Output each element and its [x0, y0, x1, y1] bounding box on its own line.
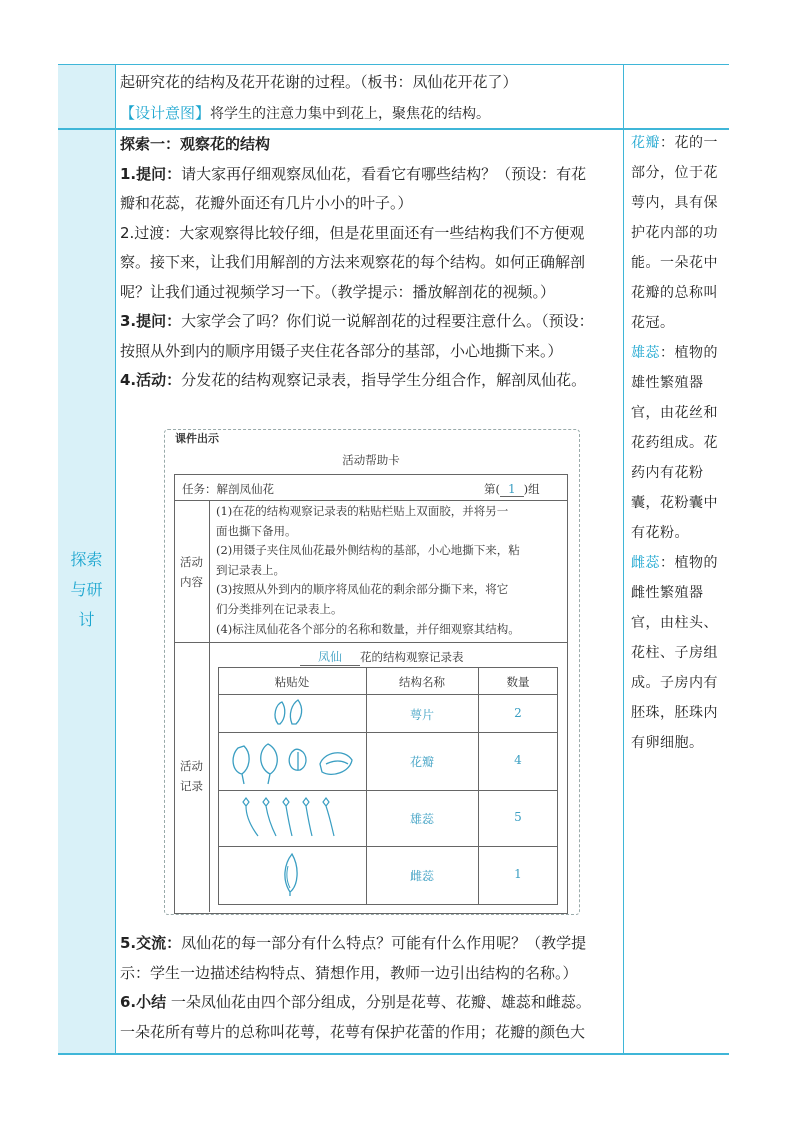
top-row — [120, 68, 620, 129]
table-rule-left — [115, 64, 116, 1054]
text: 一朵凤仙花由四个部分组成，分别是花萼、花瓣、雄蕊和雌蕊。 — [166, 993, 591, 1011]
pistil-sketch-icon — [276, 852, 306, 896]
paragraph-1-cont: 瓣和花蕊，花瓣外面还有几片小小的叶子。） — [120, 194, 413, 212]
record-title-rest: 花的结构观察记录表 — [360, 650, 464, 664]
grid-line — [174, 500, 567, 501]
row-name: 雄蕊 — [409, 812, 434, 826]
row-count: 5 — [514, 810, 522, 824]
card-title: 活动帮助卡 — [342, 453, 400, 467]
note-term: 花瓣 — [631, 135, 660, 151]
row-name: 萼片 — [409, 708, 434, 722]
note-text: ：植物的雌性繁殖器官，由柱头、花柱、子房组成。子房内有胚珠，胚珠内有卵细胞。 — [631, 555, 718, 751]
note-pistil — [631, 548, 723, 758]
card-tag: 课件出示 — [175, 432, 219, 445]
paragraph-5-cont: 示：学生一边描述结构特点、猜想作用，教师一边引出结构的名称。） — [120, 963, 578, 982]
side-notes — [631, 128, 723, 758]
design-intent-text: 将学生的注意力集中到花上，聚焦花的结构。 — [210, 105, 491, 122]
paragraph-2: 2.过渡：大家观察得比较仔细，但是花里面还有一些结构我们不方便观 — [120, 223, 585, 242]
step-line: (3)按照从外到内的顺序将凤仙花的剩余部分撕下来，将它 — [216, 582, 509, 597]
row-name: 雌蕊 — [409, 869, 434, 883]
paragraph-2-cont: 呢？让我们通过视频学习一下。（教学提示：播放解剖花的视频。） — [120, 282, 556, 301]
text: 分发花的结构观察记录表，指导学生分组合作，解剖凤仙花。 — [181, 371, 587, 389]
text: 请大家再仔细观察凤仙花，看看它有哪些结构？（预设：有花 — [181, 164, 587, 183]
task-label: 任务：解剖凤仙花 — [182, 482, 274, 496]
grid-line — [174, 642, 567, 643]
stamen-sketch-icon — [238, 794, 348, 840]
label-line: 活动 — [180, 759, 203, 773]
group-suffix: )组 — [523, 482, 540, 496]
main-text-lower — [120, 929, 622, 1047]
paragraph-3-cont: 按照从外到内的顺序用镊子夹住花各部分的基部，小心地撕下来。） — [120, 341, 563, 360]
section-label-line: 讨 — [78, 610, 95, 629]
note-term: 雄蕊 — [631, 345, 660, 361]
step-line: 面也撕下备用。 — [216, 523, 297, 538]
row-count: 1 — [514, 867, 522, 881]
grid-line — [209, 500, 210, 912]
grid-line — [218, 732, 558, 733]
note-text: ：植物的雄性繁殖器官，由花丝和花药组成。花药内有花粉囊，花粉囊中有花粉。 — [631, 345, 718, 541]
row-count: 4 — [514, 753, 522, 767]
label-line: 内容 — [180, 575, 203, 589]
col-header-paste: 粘贴处 — [274, 675, 310, 689]
design-intent-label: 【设计意图】 — [120, 103, 211, 122]
section-label-line: 探索 — [70, 550, 103, 569]
design-intent — [120, 99, 620, 130]
table-rule-top — [58, 64, 729, 65]
note-text: ：花的一部分，位于花萼内，具有保护花内部的功能。一朵花中花瓣的总称叫花冠。 — [631, 135, 718, 331]
step-line: (2)用镊子夹住凤仙花最外侧结构的基部，小心地撕下来，粘 — [216, 543, 520, 558]
note-petal — [631, 128, 723, 338]
paragraph-5 — [120, 929, 622, 959]
col-header-count: 数量 — [506, 675, 530, 689]
label: 3.提问： — [120, 312, 182, 330]
text: 凤仙花的每一部分有什么特点？可能有什么作用呢？（教学提 — [181, 934, 587, 952]
label: 6.小结 — [120, 993, 167, 1011]
paragraph-3 — [120, 307, 620, 337]
step-line: (1)在花的结构观察记录表的粘贴栏贴上双面胶，并将另一 — [216, 504, 509, 518]
step-line: 到记录表上。 — [216, 562, 285, 577]
top-row-line: 起研究花的结构及花开花谢的过程。（板书：凤仙花开花了） — [120, 73, 518, 91]
section-heading: 探索一：观察花的结构 — [120, 135, 271, 153]
sepal-sketch-icon — [270, 698, 310, 728]
group-indicator — [484, 481, 540, 497]
table-rule-mid — [623, 64, 624, 1054]
record-title-fill: 凤仙 — [300, 648, 360, 666]
grid-line — [218, 846, 558, 847]
section-label — [58, 545, 115, 635]
record-table-title — [300, 648, 464, 666]
paragraph-1 — [120, 160, 620, 190]
text: 大家学会了吗？你们说一说解剖花的过程要注意什么。（预设： — [181, 312, 594, 330]
label-line: 活动 — [180, 555, 203, 569]
label: 1.提问： — [120, 164, 182, 183]
note-stamen — [631, 338, 723, 548]
step-line: (4)标注凤仙花各个部分的名称和数量，并仔细观察其结构。 — [216, 621, 520, 636]
paragraph-4 — [120, 366, 620, 396]
paragraph-6-cont: 一朵花所有萼片的总称叫花萼，花萼有保护花蕾的作用；花瓣的颜色大 — [120, 1022, 586, 1041]
activity-record-label — [180, 756, 203, 796]
label: 5.交流： — [120, 934, 182, 952]
left-column-fill-top — [58, 64, 115, 128]
grid-line — [218, 790, 558, 791]
grid-line — [218, 694, 558, 695]
activity-content-label — [180, 552, 203, 592]
group-value: 1 — [500, 482, 524, 497]
row-name: 花瓣 — [409, 755, 434, 769]
main-text-upper — [120, 130, 620, 396]
step-line: 们分类排列在记录表上。 — [216, 601, 343, 616]
table-rule-bottom — [58, 1053, 729, 1055]
petal-sketch-icon — [228, 738, 358, 786]
paragraph-2-cont: 察。接下来，让我们用解剖的方法来观察花的每个结构。如何正确解剖 — [120, 253, 586, 271]
row-count: 2 — [514, 706, 522, 720]
activity-steps — [216, 502, 564, 639]
section-label-line: 与研 — [70, 580, 103, 599]
label-line: 记录 — [180, 779, 203, 793]
paragraph-6 — [120, 988, 622, 1018]
note-term: 雌蕊 — [631, 555, 660, 571]
group-prefix: 第( — [484, 482, 500, 496]
col-header-name: 结构名称 — [399, 675, 445, 689]
label: 4.活动： — [120, 371, 182, 389]
